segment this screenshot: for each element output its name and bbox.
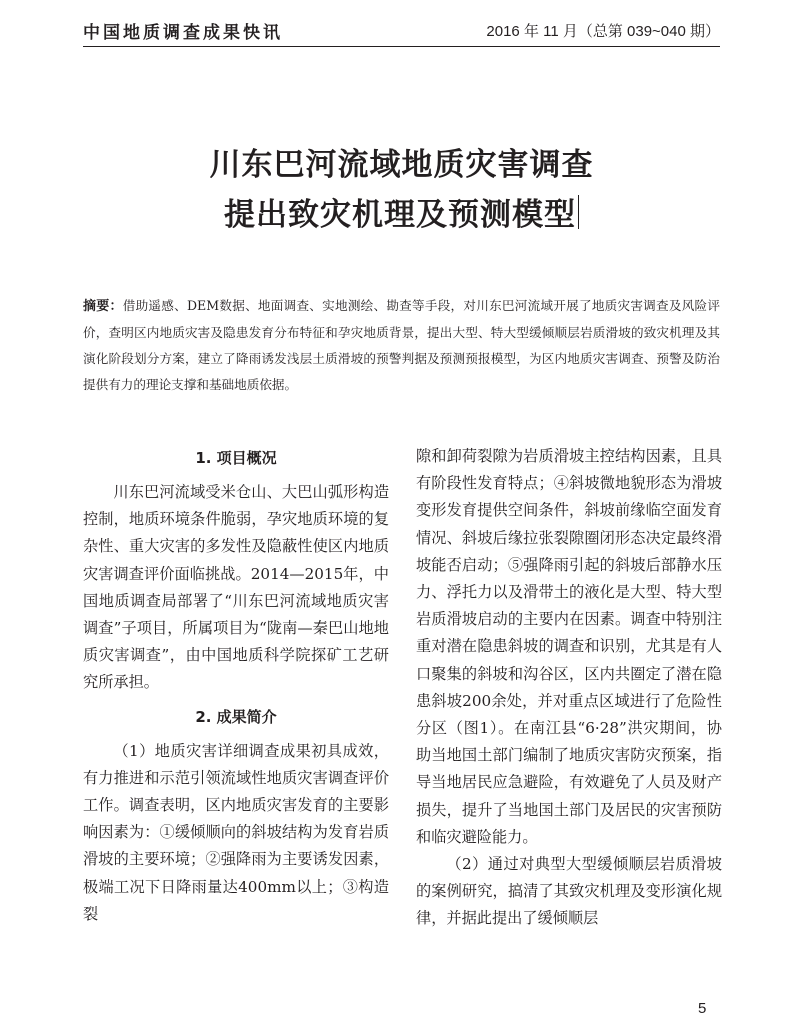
title-line-1: 川东巴河流域地质灾害调查 [209, 147, 594, 183]
journal-name: 中国地质调查成果快讯 [83, 23, 283, 43]
abstract-text: 借助遥感、DEM数据、地面调查、实地测绘、勘查等手段，对川东巴河流域开展了地质灾害调查及风险评价，查明区内地质灾害及隐患发育分布特征和孕灾地质背景，提出大型、特大型缓倾顺层岩质滑坡的致灾机理及其演化阶段划分方案，建立了降雨诱发浅层土质滑坡的预警判据及预测预报模型，为区内地质灾害调查、预警及防治提供有力的理论支撑和基础地质依据。 [83, 298, 720, 392]
section-2-heading: 2. 成果简介 [195, 707, 277, 726]
section-2-paragraph-2: （2）通过对典型大型缓倾顺层岩质滑坡的案例研究，搞清了其致灾机理及变形演化规律，并据此提出了缓倾顺层 [416, 855, 722, 928]
right-column [416, 443, 722, 933]
title-line-2-text: 提出致灾机理及预测模型 [224, 197, 576, 233]
article-title [83, 140, 720, 240]
section-2-paragraph-1-continued: 隙和卸荷裂隙为岩质滑坡主控结构因素，且具有阶段性发育特点；④斜坡微地貌形态为滑坡变形发育提供空间条件，斜坡前缘临空面发育情况、斜坡后缘拉张裂隙圈闭形态决定最终滑坡能否启动；⑤强降雨引起的斜坡后部静水压力、浮托力以及滑带土的液化是大型、特大型岩质滑坡启动的主要内在因素。调查中特别注重对潜在隐患斜坡的调查和识别，尤其是有人口聚集的斜坡和沟谷区，区内共圈定了潜在隐患斜坡200余处，并对重点区域进行了危险性分区（图1）。在南江县“6·28”洪灾期间，协助当地国土部门编制了地质灾害防灾预案，指导当地居民应急避险，有效避免了人员及财产损失，提升了当地国土部门及居民的灾害预防和临灾避险能力。 [416, 447, 722, 846]
section-1-paragraph: 川东巴河流域受米仓山、大巴山弧形构造控制，地质环境条件脆弱，孕灾地质环境的复杂性、重大灾害的多发性及隐蔽性使区内地质灾害调查评价面临挑战。2014—2015年，中国地质调查局部署了“川东巴河流域地质灾害调查”子项目，所属项目为“陇南—秦巴山地地质灾害调查”，由中国地质科学院探矿工艺研究所承担。 [83, 483, 389, 692]
running-header [83, 12, 720, 48]
section-2-paragraph-1-start: （1）地质灾害详细调查成果初具成效，有力推进和示范引领流域性地质灾害调查评价工作。调查表明，区内地质灾害发育的主要影响因素为：①缓倾顺向的斜坡结构为发育岩质滑坡的主要环境；②强降雨为主要诱发因素，极端工况下日降雨量达400mm以上；③构造裂 [83, 741, 389, 923]
abstract-label: 摘要： [83, 299, 123, 314]
title-line-2 [83, 190, 720, 240]
header-rule [83, 46, 720, 47]
issue-info: 2016 年 11 月（总第 039~040 期） [486, 23, 720, 40]
section-1-heading: 1. 项目概况 [195, 449, 277, 467]
text-cursor [578, 195, 579, 229]
page-number: 5 [698, 1000, 707, 1017]
left-column [83, 445, 389, 928]
abstract [83, 293, 720, 398]
